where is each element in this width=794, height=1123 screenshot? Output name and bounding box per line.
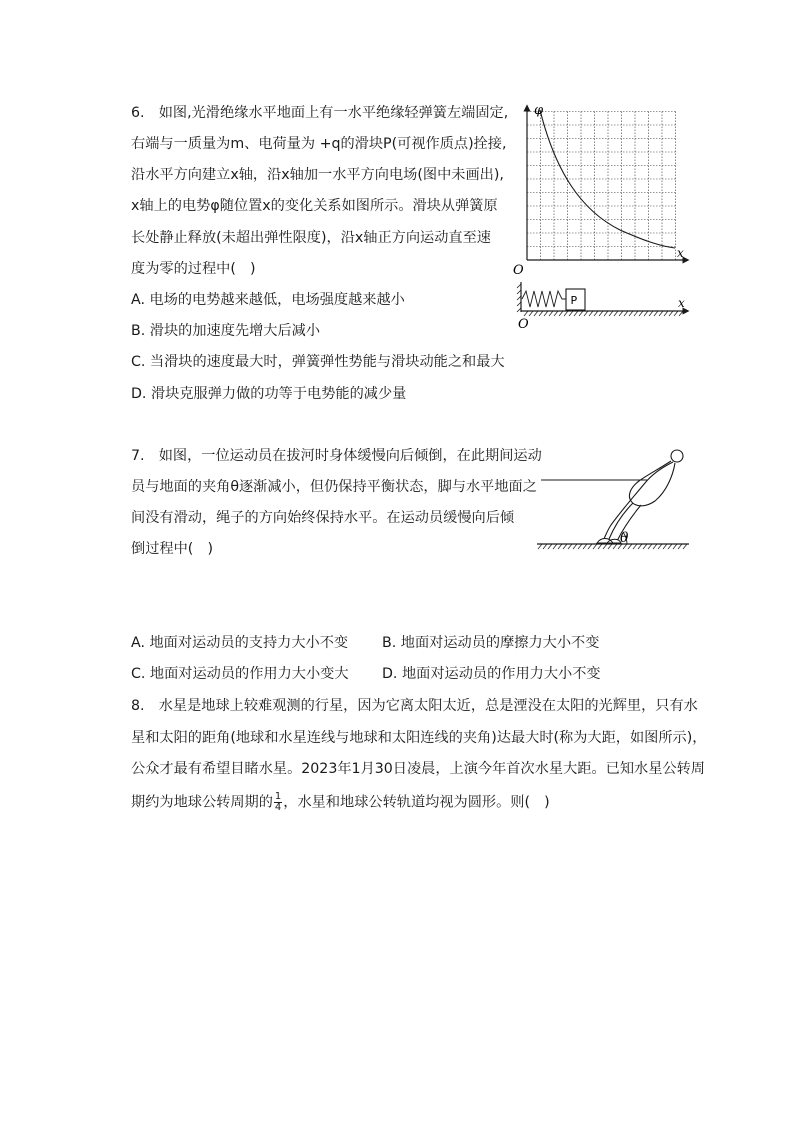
q6-line-3: 沿水平方向建立x轴，沿x轴加一水平方向电场(图中未画出), <box>131 167 504 183</box>
hatch-mark <box>659 311 663 316</box>
q7-line-3: 间没有滑动，绳子的方向始终保持水平。在运动员缓慢向后倾 <box>131 510 515 526</box>
q6-line-6: 度为零的过程中( ) <box>131 261 256 277</box>
phi-axis-label: φ <box>534 103 544 118</box>
hatch-mark <box>573 544 577 549</box>
hatch-mark <box>654 311 658 316</box>
hatch-mark <box>599 311 603 316</box>
spring <box>522 291 566 307</box>
hatch-mark <box>674 311 678 316</box>
hatch-mark <box>613 544 617 549</box>
q8-line-4 <box>131 792 550 813</box>
hatch-mark <box>589 311 593 316</box>
ground-hatch <box>524 311 683 316</box>
hatch-mark <box>664 311 668 316</box>
fraction-one-quarter <box>274 792 282 813</box>
hatch-mark <box>643 544 647 549</box>
hatch-mark <box>539 311 543 316</box>
angle-label: θ <box>620 530 629 546</box>
hatch-mark <box>648 544 652 549</box>
q6-line-5: 长处静止释放(未超出弹性限度)，沿x轴正方向运动直至速 <box>131 230 491 246</box>
q7-option-c: C. 地面对运动员的作用力大小变大 <box>131 666 349 682</box>
q7-line-4: 倒过程中( ) <box>131 541 214 557</box>
q8-line-3: 公众才最有希望目睹水星。2023年1月30日凌晨，上演今年首次水星大距。已知水星公转周 <box>131 761 705 777</box>
block-label: P <box>570 294 578 307</box>
ground-x-label: x <box>678 296 685 310</box>
q6-option-a: A. 电场的电势越来越低，电场强度越来越小 <box>131 292 405 308</box>
athlete-foot <box>597 539 621 544</box>
origin-label: O <box>513 263 524 278</box>
q6-line-4: x轴上的电势φ随位置x的变化关系如图所示。滑块从弹簧原 <box>131 198 498 214</box>
hatch-mark <box>544 311 548 316</box>
hatch-mark <box>553 544 557 549</box>
q7-line-2: 员与地面的夹角θ逐渐减小，但仍保持平衡状态，脚与水平地面之 <box>131 479 537 495</box>
hatch-mark <box>668 544 672 549</box>
hatch-mark <box>598 544 602 549</box>
q7-option-b: B. 地面对运动员的摩擦力大小不变 <box>382 635 600 651</box>
hatch-mark <box>534 311 538 316</box>
hatch-mark <box>549 311 553 316</box>
hatch-mark <box>669 311 673 316</box>
hatch-mark <box>683 544 687 549</box>
hatch-mark <box>619 311 623 316</box>
hatch-mark <box>644 311 648 316</box>
hatch-mark <box>624 311 628 316</box>
hatch-mark <box>628 544 632 549</box>
q6-option-d: D. 滑块克服弹力做的功等于电势能的减少量 <box>131 386 407 402</box>
ground-hatch-q7 <box>538 544 687 549</box>
hatch-mark <box>524 311 528 316</box>
hatch-mark <box>529 311 533 316</box>
athlete-torso <box>629 461 675 506</box>
q7-option-d: D. 地面对运动员的作用力大小不变 <box>382 666 601 682</box>
hatch-mark <box>653 544 657 549</box>
hatch-mark <box>658 544 662 549</box>
hatch-mark <box>629 311 633 316</box>
q6-option-c: C. 当滑块的速度最大时，弹簧弹性势能与滑块动能之和最大 <box>131 354 505 370</box>
hatch-mark <box>583 544 587 549</box>
hatch-mark <box>578 544 582 549</box>
q7-athlete-figure <box>535 445 695 555</box>
hatch-mark <box>588 544 592 549</box>
hatch-mark <box>563 544 567 549</box>
hatch-mark <box>679 311 683 316</box>
hatch-mark <box>559 311 563 316</box>
hatch-mark <box>568 544 572 549</box>
hatch-mark <box>609 311 613 316</box>
q6-potential-graph <box>510 100 690 330</box>
q6-line-1: 6. 如图,光滑绝缘水平地面上有一水平绝缘轻弹簧左端固定, <box>131 105 509 121</box>
hatch-mark <box>614 311 618 316</box>
q7-line-1: 7. 如图，一位运动员在拔河时身体缓慢向后倾倒，在此期间运动 <box>131 448 542 464</box>
q8-line-4-post: ，水星和地球公转轨道均视为圆形。则( ) <box>283 794 550 811</box>
q8-line-1: 8. 水星是地球上较难观测的行星，因为它离太阳太近，总是湮没在太阳的光辉里，只有水 <box>131 698 698 714</box>
q6-line-2: 右端与一质量为m、电荷量为 +q的滑块P(可视作质点)拴接, <box>131 136 507 152</box>
hatch-mark <box>554 311 558 316</box>
hatch-mark <box>604 311 608 316</box>
hatch-mark <box>603 544 607 549</box>
hatch-mark <box>608 544 612 549</box>
hatch-mark <box>543 544 547 549</box>
q8-line-4-pre: 期约为地球公转周期的 <box>131 794 273 811</box>
hatch-mark <box>558 544 562 549</box>
hatch-mark <box>579 311 583 316</box>
athlete-head <box>671 450 683 462</box>
q7-option-a: A. 地面对运动员的支持力大小不变 <box>131 635 349 651</box>
q6-option-b: B. 滑块的加速度先增大后减小 <box>131 323 321 339</box>
hatch-mark <box>574 311 578 316</box>
hatch-mark <box>678 544 682 549</box>
hatch-mark <box>638 544 642 549</box>
hatch-mark <box>634 311 638 316</box>
hatch-mark <box>569 311 573 316</box>
ground-origin-label: O <box>518 317 529 332</box>
hatch-mark <box>633 544 637 549</box>
graph-grid <box>527 112 676 261</box>
hatch-mark <box>639 311 643 316</box>
fraction-denominator: 4 <box>274 802 282 813</box>
hatch-mark <box>673 544 677 549</box>
q8-line-2: 星和太阳的距角(地球和水星连线与地球和太阳连线的夹角)达最大时(称为大距，如图所示)， <box>131 730 707 746</box>
hatch-mark <box>663 544 667 549</box>
x-axis-label: x <box>677 246 684 260</box>
hatch-mark <box>649 311 653 316</box>
hatch-mark <box>594 311 598 316</box>
hatch-mark <box>593 544 597 549</box>
hatch-mark <box>564 311 568 316</box>
fraction-numerator: 1 <box>274 791 282 802</box>
hatch-mark <box>538 544 542 549</box>
hatch-mark <box>584 311 588 316</box>
hatch-mark <box>548 544 552 549</box>
